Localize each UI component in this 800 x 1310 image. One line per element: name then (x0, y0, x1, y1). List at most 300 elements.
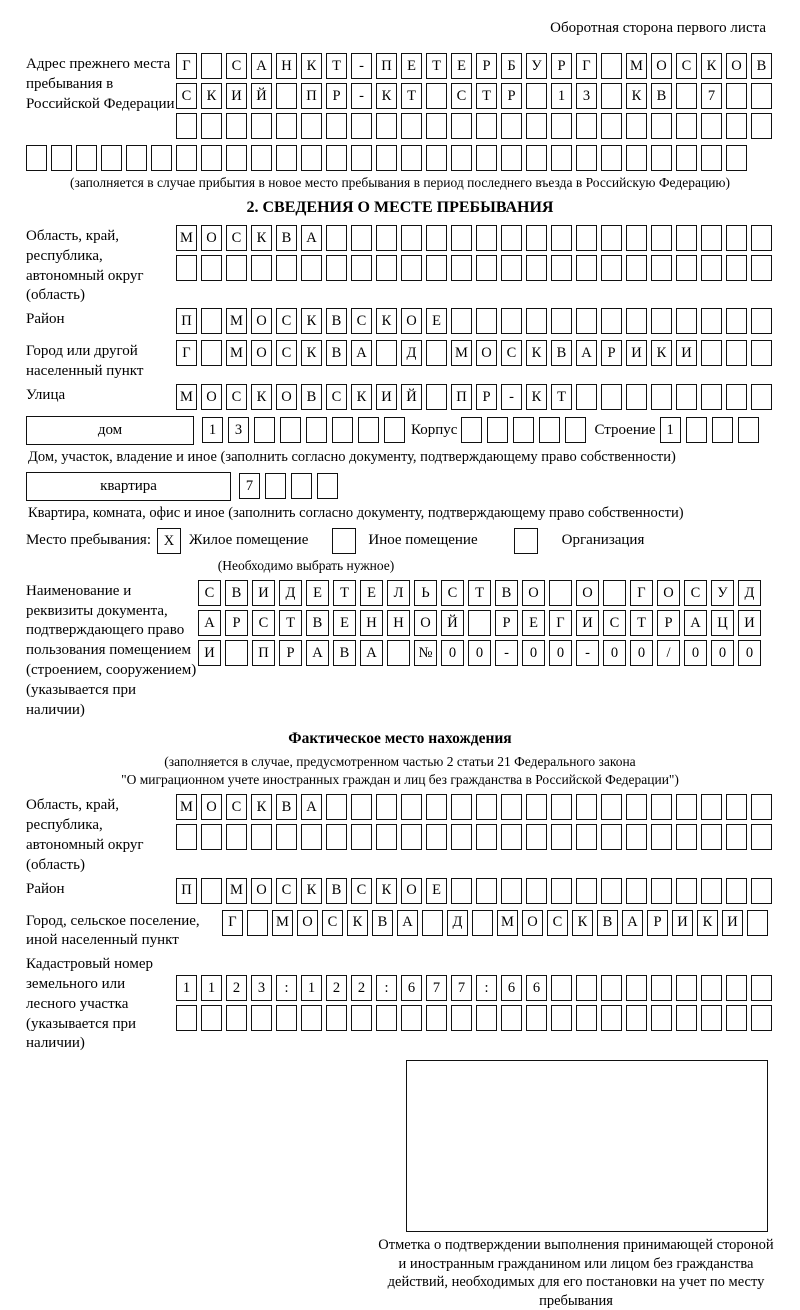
char-box[interactable]: П (301, 83, 322, 109)
char-box[interactable] (551, 975, 572, 1001)
char-box[interactable]: С (276, 308, 297, 334)
char-box[interactable]: В (551, 340, 572, 366)
char-box[interactable]: Т (279, 610, 302, 636)
char-box[interactable] (476, 794, 497, 820)
char-box[interactable] (601, 824, 622, 850)
char-box[interactable]: К (526, 384, 547, 410)
char-box[interactable]: Р (495, 610, 518, 636)
char-box[interactable] (376, 794, 397, 820)
char-box[interactable] (701, 145, 722, 171)
char-box[interactable] (201, 308, 222, 334)
char-box[interactable]: - (576, 640, 599, 666)
char-box[interactable] (626, 878, 647, 904)
char-box[interactable]: 1 (301, 975, 322, 1001)
char-box[interactable] (501, 1005, 522, 1031)
char-box[interactable]: В (225, 580, 248, 606)
char-box[interactable] (226, 113, 247, 139)
char-box[interactable]: О (657, 580, 680, 606)
char-box[interactable]: В (333, 640, 356, 666)
char-box[interactable]: Р (326, 83, 347, 109)
char-box[interactable] (726, 83, 747, 109)
char-box[interactable]: 7 (701, 83, 722, 109)
char-box[interactable] (501, 308, 522, 334)
char-box[interactable] (712, 417, 733, 443)
char-box[interactable]: С (451, 83, 472, 109)
char-box[interactable] (451, 794, 472, 820)
char-box[interactable]: О (251, 878, 272, 904)
char-box[interactable]: 7 (426, 975, 447, 1001)
char-box[interactable]: Д (401, 340, 422, 366)
char-box[interactable]: С (684, 580, 707, 606)
char-box[interactable] (351, 1005, 372, 1031)
char-box[interactable] (426, 225, 447, 251)
char-box[interactable] (326, 145, 347, 171)
char-box[interactable]: Т (630, 610, 653, 636)
char-box[interactable]: Р (657, 610, 680, 636)
char-box[interactable] (576, 824, 597, 850)
char-box[interactable] (751, 340, 772, 366)
char-box[interactable] (426, 255, 447, 281)
char-box[interactable] (676, 1005, 697, 1031)
char-box[interactable] (317, 473, 338, 499)
char-box[interactable] (526, 83, 547, 109)
char-box[interactable] (626, 384, 647, 410)
char-box[interactable]: О (401, 308, 422, 334)
char-box[interactable] (306, 417, 327, 443)
char-box[interactable]: Р (601, 340, 622, 366)
char-box[interactable] (651, 225, 672, 251)
char-box[interactable] (726, 255, 747, 281)
char-box[interactable]: 7 (239, 473, 260, 499)
char-box[interactable] (422, 910, 443, 936)
char-box[interactable]: 1 (176, 975, 197, 1001)
char-box[interactable] (676, 145, 697, 171)
char-box[interactable]: 1 (202, 417, 223, 443)
char-box[interactable] (513, 417, 534, 443)
char-box[interactable] (176, 113, 197, 139)
char-box[interactable]: 6 (526, 975, 547, 1001)
char-box[interactable] (726, 225, 747, 251)
char-box[interactable]: С (441, 580, 464, 606)
char-box[interactable] (626, 1005, 647, 1031)
char-box[interactable] (351, 145, 372, 171)
char-box[interactable] (351, 255, 372, 281)
char-box[interactable] (226, 145, 247, 171)
char-box[interactable] (201, 878, 222, 904)
char-box[interactable]: О (476, 340, 497, 366)
char-box[interactable] (526, 1005, 547, 1031)
char-box[interactable]: 0 (441, 640, 464, 666)
char-box[interactable] (601, 308, 622, 334)
char-box[interactable] (376, 145, 397, 171)
char-box[interactable] (176, 145, 197, 171)
char-box[interactable]: 0 (738, 640, 761, 666)
char-box[interactable] (226, 255, 247, 281)
char-box[interactable] (376, 1005, 397, 1031)
char-box[interactable]: С (676, 53, 697, 79)
char-box[interactable]: О (276, 384, 297, 410)
char-box[interactable] (601, 225, 622, 251)
char-box[interactable] (701, 1005, 722, 1031)
char-box[interactable]: Й (401, 384, 422, 410)
char-box[interactable] (376, 113, 397, 139)
char-box[interactable]: Е (451, 53, 472, 79)
char-box[interactable]: 2 (326, 975, 347, 1001)
char-box[interactable]: Р (647, 910, 668, 936)
char-box[interactable]: Т (326, 53, 347, 79)
char-box[interactable]: К (701, 53, 722, 79)
char-box[interactable] (501, 794, 522, 820)
char-box[interactable]: 0 (468, 640, 491, 666)
char-box[interactable]: М (226, 340, 247, 366)
char-box[interactable]: И (738, 610, 761, 636)
char-box[interactable]: В (301, 384, 322, 410)
char-box[interactable] (476, 113, 497, 139)
char-box[interactable]: К (376, 878, 397, 904)
char-box[interactable]: 7 (451, 975, 472, 1001)
char-box[interactable] (451, 255, 472, 281)
char-box[interactable] (686, 417, 707, 443)
char-box[interactable]: Т (426, 53, 447, 79)
char-box[interactable]: К (251, 794, 272, 820)
char-box[interactable]: М (451, 340, 472, 366)
char-box[interactable]: В (372, 910, 393, 936)
char-box[interactable]: 0 (549, 640, 572, 666)
char-box[interactable]: Е (401, 53, 422, 79)
organization-checkbox[interactable] (514, 528, 538, 554)
char-box[interactable] (701, 975, 722, 1001)
other-premises-checkbox[interactable] (332, 528, 356, 554)
char-box[interactable]: О (522, 580, 545, 606)
char-box[interactable] (676, 255, 697, 281)
char-box[interactable]: 3 (576, 83, 597, 109)
char-box[interactable] (401, 225, 422, 251)
char-box[interactable]: С (351, 308, 372, 334)
char-box[interactable] (451, 225, 472, 251)
char-box[interactable] (676, 878, 697, 904)
char-box[interactable]: Г (176, 53, 197, 79)
char-box[interactable] (726, 1005, 747, 1031)
char-box[interactable]: И (676, 340, 697, 366)
char-box[interactable] (526, 255, 547, 281)
char-box[interactable] (326, 1005, 347, 1031)
char-box[interactable] (226, 1005, 247, 1031)
char-box[interactable]: О (726, 53, 747, 79)
char-box[interactable] (551, 308, 572, 334)
char-box[interactable] (201, 145, 222, 171)
char-box[interactable]: В (651, 83, 672, 109)
char-box[interactable]: Р (476, 384, 497, 410)
char-box[interactable] (601, 878, 622, 904)
char-box[interactable] (276, 1005, 297, 1031)
char-box[interactable] (476, 225, 497, 251)
char-box[interactable]: К (301, 308, 322, 334)
char-box[interactable] (651, 824, 672, 850)
char-box[interactable] (726, 384, 747, 410)
char-box[interactable] (751, 384, 772, 410)
char-box[interactable]: В (326, 340, 347, 366)
char-box[interactable] (526, 878, 547, 904)
char-box[interactable]: - (501, 384, 522, 410)
char-box[interactable]: С (176, 83, 197, 109)
char-box[interactable]: В (326, 308, 347, 334)
char-box[interactable] (751, 225, 772, 251)
char-box[interactable]: Т (401, 83, 422, 109)
char-box[interactable]: В (751, 53, 772, 79)
char-box[interactable]: К (301, 340, 322, 366)
char-box[interactable] (501, 255, 522, 281)
char-box[interactable] (549, 580, 572, 606)
char-box[interactable] (551, 824, 572, 850)
char-box[interactable] (401, 255, 422, 281)
char-box[interactable]: Е (426, 878, 447, 904)
char-box[interactable] (626, 308, 647, 334)
char-box[interactable] (451, 308, 472, 334)
char-box[interactable] (401, 794, 422, 820)
char-box[interactable] (751, 255, 772, 281)
char-box[interactable]: С (547, 910, 568, 936)
char-box[interactable] (726, 824, 747, 850)
char-box[interactable] (701, 824, 722, 850)
char-box[interactable]: 6 (501, 975, 522, 1001)
char-box[interactable] (626, 975, 647, 1001)
char-box[interactable] (451, 145, 472, 171)
char-box[interactable] (276, 824, 297, 850)
char-box[interactable] (726, 308, 747, 334)
char-box[interactable] (651, 255, 672, 281)
char-box[interactable] (254, 417, 275, 443)
char-box[interactable]: 1 (551, 83, 572, 109)
char-box[interactable] (576, 308, 597, 334)
char-box[interactable] (526, 225, 547, 251)
char-box[interactable]: Е (426, 308, 447, 334)
char-box[interactable] (126, 145, 147, 171)
char-box[interactable]: С (276, 878, 297, 904)
char-box[interactable] (176, 255, 197, 281)
char-box[interactable]: Г (630, 580, 653, 606)
char-box[interactable]: Т (476, 83, 497, 109)
char-box[interactable]: И (226, 83, 247, 109)
char-box[interactable]: А (301, 225, 322, 251)
char-box[interactable] (751, 113, 772, 139)
char-box[interactable]: К (201, 83, 222, 109)
char-box[interactable] (551, 145, 572, 171)
char-box[interactable] (426, 340, 447, 366)
char-box[interactable]: В (597, 910, 618, 936)
char-box[interactable] (376, 824, 397, 850)
char-box[interactable]: К (351, 384, 372, 410)
char-box[interactable]: К (301, 53, 322, 79)
char-box[interactable]: В (495, 580, 518, 606)
char-box[interactable]: Е (306, 580, 329, 606)
char-box[interactable]: М (176, 384, 197, 410)
char-box[interactable] (526, 308, 547, 334)
char-box[interactable] (576, 878, 597, 904)
char-box[interactable] (451, 113, 472, 139)
char-box[interactable] (651, 878, 672, 904)
char-box[interactable] (751, 794, 772, 820)
char-box[interactable]: Е (333, 610, 356, 636)
apartment-type-box[interactable]: квартира (26, 472, 231, 501)
char-box[interactable] (601, 113, 622, 139)
char-box[interactable]: К (697, 910, 718, 936)
char-box[interactable] (551, 1005, 572, 1031)
char-box[interactable] (225, 640, 248, 666)
char-box[interactable] (226, 824, 247, 850)
char-box[interactable]: У (526, 53, 547, 79)
char-box[interactable] (751, 975, 772, 1001)
char-box[interactable]: В (306, 610, 329, 636)
char-box[interactable] (551, 113, 572, 139)
char-box[interactable] (476, 878, 497, 904)
char-box[interactable] (701, 113, 722, 139)
char-box[interactable]: П (252, 640, 275, 666)
char-box[interactable]: А (306, 640, 329, 666)
char-box[interactable]: О (201, 384, 222, 410)
char-box[interactable] (276, 145, 297, 171)
char-box[interactable] (351, 824, 372, 850)
char-box[interactable] (701, 878, 722, 904)
char-box[interactable] (176, 824, 197, 850)
char-box[interactable] (201, 53, 222, 79)
char-box[interactable]: К (347, 910, 368, 936)
char-box[interactable]: К (572, 910, 593, 936)
char-box[interactable]: С (276, 340, 297, 366)
char-box[interactable]: 0 (522, 640, 545, 666)
char-box[interactable] (576, 113, 597, 139)
char-box[interactable] (651, 145, 672, 171)
char-box[interactable] (751, 878, 772, 904)
char-box[interactable] (526, 824, 547, 850)
char-box[interactable] (376, 225, 397, 251)
char-box[interactable] (301, 145, 322, 171)
char-box[interactable] (726, 113, 747, 139)
char-box[interactable] (426, 824, 447, 850)
char-box[interactable] (601, 53, 622, 79)
char-box[interactable] (526, 145, 547, 171)
char-box[interactable]: О (651, 53, 672, 79)
char-box[interactable]: М (626, 53, 647, 79)
char-box[interactable] (291, 473, 312, 499)
char-box[interactable] (726, 145, 747, 171)
char-box[interactable] (501, 145, 522, 171)
char-box[interactable] (426, 113, 447, 139)
char-box[interactable]: И (376, 384, 397, 410)
char-box[interactable]: А (684, 610, 707, 636)
char-box[interactable] (603, 580, 626, 606)
char-box[interactable] (476, 1005, 497, 1031)
char-box[interactable]: М (272, 910, 293, 936)
char-box[interactable]: С (226, 794, 247, 820)
char-box[interactable] (326, 113, 347, 139)
char-box[interactable]: Р (476, 53, 497, 79)
char-box[interactable]: П (376, 53, 397, 79)
char-box[interactable] (651, 113, 672, 139)
char-box[interactable] (676, 975, 697, 1001)
char-box[interactable] (726, 975, 747, 1001)
char-box[interactable] (626, 794, 647, 820)
char-box[interactable]: : (376, 975, 397, 1001)
char-box[interactable]: - (351, 83, 372, 109)
char-box[interactable] (751, 308, 772, 334)
char-box[interactable]: Р (279, 640, 302, 666)
char-box[interactable]: Л (387, 580, 410, 606)
char-box[interactable]: К (526, 340, 547, 366)
char-box[interactable]: Г (549, 610, 572, 636)
char-box[interactable] (276, 255, 297, 281)
char-box[interactable]: 0 (630, 640, 653, 666)
char-box[interactable]: А (251, 53, 272, 79)
char-box[interactable] (701, 255, 722, 281)
char-box[interactable] (384, 417, 405, 443)
char-box[interactable]: У (711, 580, 734, 606)
char-box[interactable]: - (351, 53, 372, 79)
char-box[interactable] (451, 878, 472, 904)
char-box[interactable] (501, 225, 522, 251)
char-box[interactable]: К (376, 83, 397, 109)
char-box[interactable] (251, 255, 272, 281)
char-box[interactable]: Н (387, 610, 410, 636)
char-box[interactable] (726, 794, 747, 820)
char-box[interactable] (601, 83, 622, 109)
char-box[interactable]: 2 (351, 975, 372, 1001)
char-box[interactable] (301, 824, 322, 850)
char-box[interactable] (426, 83, 447, 109)
char-box[interactable]: И (626, 340, 647, 366)
char-box[interactable]: Й (251, 83, 272, 109)
char-box[interactable]: 1 (660, 417, 681, 443)
char-box[interactable] (472, 910, 493, 936)
char-box[interactable]: 0 (684, 640, 707, 666)
char-box[interactable] (551, 225, 572, 251)
char-box[interactable]: Й (441, 610, 464, 636)
char-box[interactable] (526, 113, 547, 139)
char-box[interactable] (751, 83, 772, 109)
char-box[interactable]: А (360, 640, 383, 666)
char-box[interactable] (326, 824, 347, 850)
char-box[interactable] (276, 83, 297, 109)
char-box[interactable] (601, 794, 622, 820)
char-box[interactable] (401, 113, 422, 139)
char-box[interactable] (26, 145, 47, 171)
char-box[interactable]: Ц (711, 610, 734, 636)
char-box[interactable] (551, 794, 572, 820)
char-box[interactable]: Б (501, 53, 522, 79)
char-box[interactable] (332, 417, 353, 443)
char-box[interactable] (626, 113, 647, 139)
char-box[interactable]: : (476, 975, 497, 1001)
char-box[interactable] (251, 824, 272, 850)
char-box[interactable]: С (322, 910, 343, 936)
char-box[interactable]: П (176, 878, 197, 904)
char-box[interactable] (651, 794, 672, 820)
char-box[interactable] (701, 308, 722, 334)
char-box[interactable]: Т (551, 384, 572, 410)
char-box[interactable]: 3 (228, 417, 249, 443)
char-box[interactable] (376, 255, 397, 281)
char-box[interactable]: - (495, 640, 518, 666)
char-box[interactable]: О (576, 580, 599, 606)
char-box[interactable] (626, 255, 647, 281)
char-box[interactable] (351, 225, 372, 251)
char-box[interactable] (487, 417, 508, 443)
char-box[interactable] (576, 1005, 597, 1031)
char-box[interactable] (101, 145, 122, 171)
char-box[interactable] (280, 417, 301, 443)
char-box[interactable] (265, 473, 286, 499)
char-box[interactable]: С (226, 53, 247, 79)
char-box[interactable] (701, 384, 722, 410)
